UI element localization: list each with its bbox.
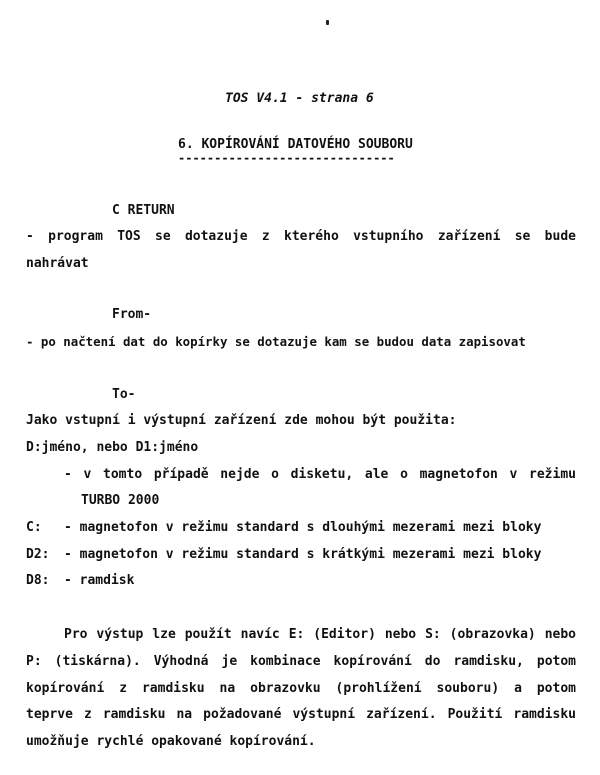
paragraph-line: teprve z ramdisku na požadované výstupní zařízení. Použití ramdisku	[26, 707, 576, 722]
prompt-label: To-	[112, 387, 136, 402]
paragraph-line: TURBO 2000	[81, 493, 160, 508]
device-description: - magnetofon v režimu standard s krátkými mezerami mezi bloky	[64, 547, 542, 562]
paragraph-line: Pro výstup lze použít navíc E: (Editor) nebo S: (obrazovka) nebo	[64, 627, 576, 642]
section-underline: ------------------------------	[178, 151, 395, 165]
scan-mark	[326, 20, 329, 25]
paragraph-line: - v tomto případě nejde o disketu, ale o magnetofon v režimu	[64, 467, 576, 482]
device-description: - magnetofon v režimu standard s dlouhými mezerami mezi bloky	[64, 520, 542, 535]
paragraph-line: umožňuje rychlé opakované kopírování.	[26, 734, 316, 749]
prompt-label: From-	[112, 307, 152, 322]
device-label: D8:	[26, 573, 50, 588]
device-label: C:	[26, 520, 42, 535]
paragraph-line: D:jméno, nebo D1:jméno	[26, 440, 199, 455]
command-label: C RETURN	[112, 203, 175, 218]
device-label: D2:	[26, 547, 50, 562]
paragraph-line: nahrávat	[26, 256, 89, 271]
page-header: TOS V4.1 - strana 6	[225, 91, 374, 106]
paragraph-line: P: (tiskárna). Výhodná je kombinace kopírování do ramdisku, potom	[26, 654, 576, 669]
section-title: 6. KOPÍROVÁNÍ DATOVÉHO SOUBORU	[178, 137, 413, 152]
paragraph-line: - po načtení dat do kopírky se dotazuje kam se budou data zapisovat	[26, 334, 526, 349]
paragraph-line: kopírování z ramdisku na obrazovku (prohlížení souboru) a potom	[26, 681, 576, 696]
paragraph-line: Jako vstupní i výstupní zařízení zde mohou být použita:	[26, 413, 457, 428]
device-description: - ramdisk	[64, 573, 135, 588]
paragraph-line: - program TOS se dotazuje z kterého vstupního zařízení se bude	[26, 229, 576, 244]
